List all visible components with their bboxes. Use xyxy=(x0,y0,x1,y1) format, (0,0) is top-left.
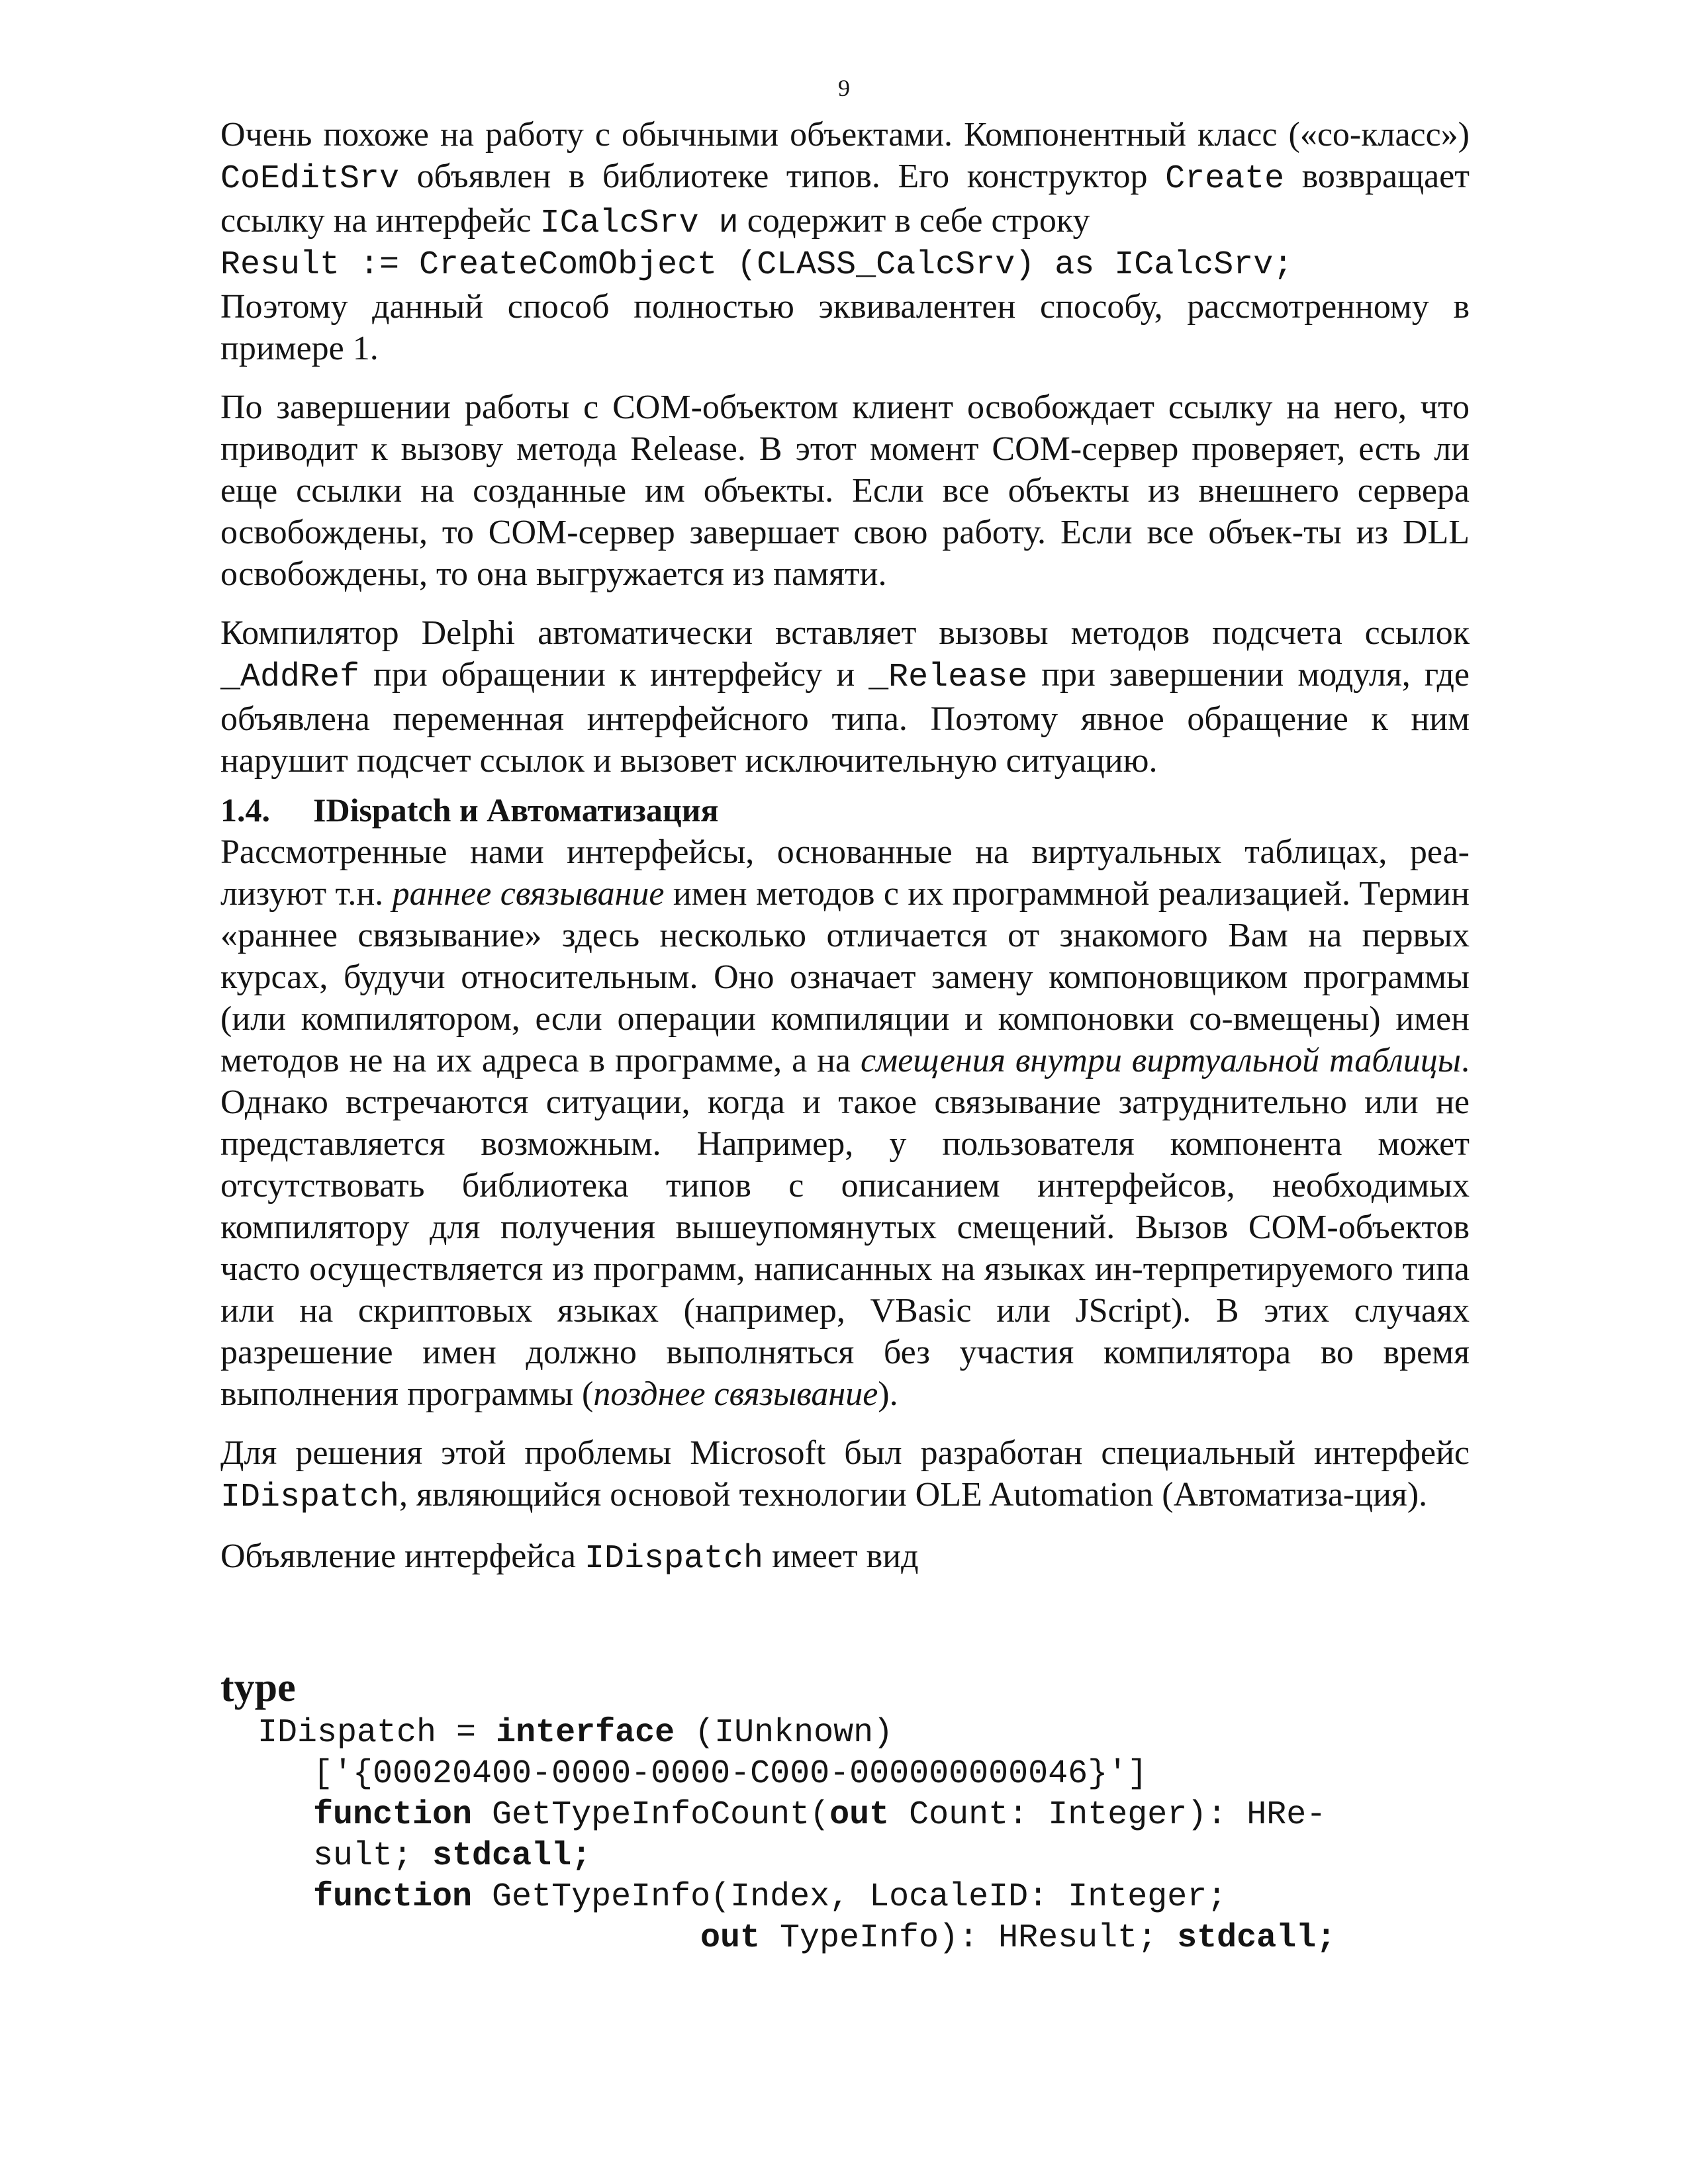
code-keyword: out xyxy=(700,1919,761,1957)
text: возвращает ссылку на интерфейс xyxy=(220,158,1470,240)
code-inline: _AddRef xyxy=(220,659,360,696)
text: объявлен в библиотеке типов. Его конструктор xyxy=(399,158,1166,195)
code-text: Count: Integer): HRe- xyxy=(889,1796,1327,1834)
code-line xyxy=(220,1836,1470,1877)
code-line-result: Result := CreateComObject (CLASS_CalcSrv) as ICalcSrv; xyxy=(220,246,1293,284)
paragraph-binding xyxy=(220,831,1470,1415)
code-keyword: stdcall; xyxy=(1177,1919,1336,1957)
text: Очень похоже на работу с обычными объектами. Компонентный класс («со-класс») xyxy=(220,116,1470,154)
code-inline: _Release xyxy=(868,659,1028,696)
code-keyword-type: type xyxy=(220,1665,296,1710)
code-inline: ICalcSrv и xyxy=(539,205,739,242)
code-line xyxy=(220,1877,1470,1918)
code-text: IDispatch = xyxy=(258,1714,496,1752)
text: Рассмотренные нами интерфейсы, основанные на виртуальных таблицах, реа-лизуют т.н. xyxy=(220,833,1470,913)
text: . Однако встречаются ситуации, когда и такое связывание затруднительно или не представляется возможным. Например, у пользователя компонента может отсутствовать библиотека типов с описанием интерфейсов, необходимых компилятору для получения вышеупомянутых смещений. Вызов COM-объектов часто осуществляется из программ, написанных на языках ин-терпретируемого типа или на скриптовых языках (например, VBasic или JScript). В этих случаях разрешение имен должно выполняться без участия компилятора во время выполнения программы ( xyxy=(220,1042,1470,1413)
paragraph-coclass xyxy=(220,114,1470,244)
code-line xyxy=(220,1918,1470,1959)
code-text: GetTypeInfo(Index, LocaleID: Integer; xyxy=(472,1878,1227,1916)
code-keyword: function xyxy=(313,1878,473,1916)
code-inline: CoEditSrv xyxy=(220,160,400,198)
text: при обращении к интерфейсу и xyxy=(359,656,869,694)
text: Объявление интерфейса xyxy=(220,1537,585,1575)
code-line: ['{00020400-0000-0000-C000-000000000046}'] xyxy=(313,1755,1148,1793)
text: имен методов с их программной реализацией. Термин «раннее связывание» здесь несколько отличается от знакомого Вам на первых курсах, будучи относительным. Оно означает замену компоновщиком программы (или компилятором, если операции компиляции и компоновки со-вмещены) имен методов не на их адреса в программе, а на xyxy=(220,875,1470,1079)
section-title: IDispatch и Автоматизация xyxy=(313,792,719,829)
paragraph-declaration xyxy=(220,1535,1470,1580)
main-text xyxy=(220,114,1470,1580)
italic-term: смещения внутри виртуальной таблицы xyxy=(860,1042,1461,1079)
code-text: (IUnknown) xyxy=(675,1714,894,1752)
section-heading xyxy=(220,790,1470,831)
text: Компилятор Delphi автоматически вставляет вызовы методов подсчета ссылок xyxy=(220,614,1470,652)
code-text: sult; xyxy=(313,1837,433,1875)
code-inline: IDispatch xyxy=(220,1479,400,1516)
code-keyword: out xyxy=(829,1796,890,1834)
code-keyword: stdcall; xyxy=(432,1837,592,1875)
code-line xyxy=(220,1713,1470,1754)
text: ). xyxy=(878,1375,898,1413)
italic-term: раннее связывание xyxy=(392,875,665,913)
text: Для решения этой проблемы Microsoft был разработан специальный интерфейс xyxy=(220,1434,1470,1472)
code-inline: IDispatch xyxy=(585,1540,764,1578)
italic-term: позднее связывание xyxy=(593,1375,878,1413)
code-keyword: interface xyxy=(496,1714,675,1752)
text: , являющийся основой технологии OLE Automation (Автоматиза-ция). xyxy=(399,1476,1428,1514)
code-block xyxy=(220,1662,1470,1959)
text: при завершении модуля, где объявлена переменная интерфейсного типа. Поэтому явное обращение к ним нарушит подсчет ссылок и вызовет исключительную ситуацию. xyxy=(220,656,1470,780)
code-keyword: function xyxy=(313,1796,473,1834)
code-text: TypeInfo): HResult; xyxy=(760,1919,1178,1957)
page-number: 9 xyxy=(838,75,850,101)
paragraph-idispatch xyxy=(220,1432,1470,1518)
paragraph-delphi xyxy=(220,612,1470,782)
code-line xyxy=(220,1795,1470,1836)
code-inline: Create xyxy=(1165,160,1285,198)
section-number: 1.4. xyxy=(220,792,270,829)
text: имеет вид xyxy=(763,1537,919,1575)
paragraph-release: По завершении работы с COM-объектом клиент освобождает ссылку на него, что приводит к вызову метода Release. В этот момент COM-сервер проверяет, есть ли еще ссылки на созданные им объекты. Если все объекты из внешнего сервера освобождены, то COM-сервер завершает свою работу. Если все объек-ты из DLL освобождены, то она выгружается из памяти. xyxy=(220,388,1470,593)
text: содержит в себе строку xyxy=(738,202,1090,240)
paragraph-equivalent: Поэтому данный способ полностью эквивалентен способу, рассмотренному в примере 1. xyxy=(220,288,1470,367)
code-text: GetTypeInfoCount( xyxy=(472,1796,830,1834)
